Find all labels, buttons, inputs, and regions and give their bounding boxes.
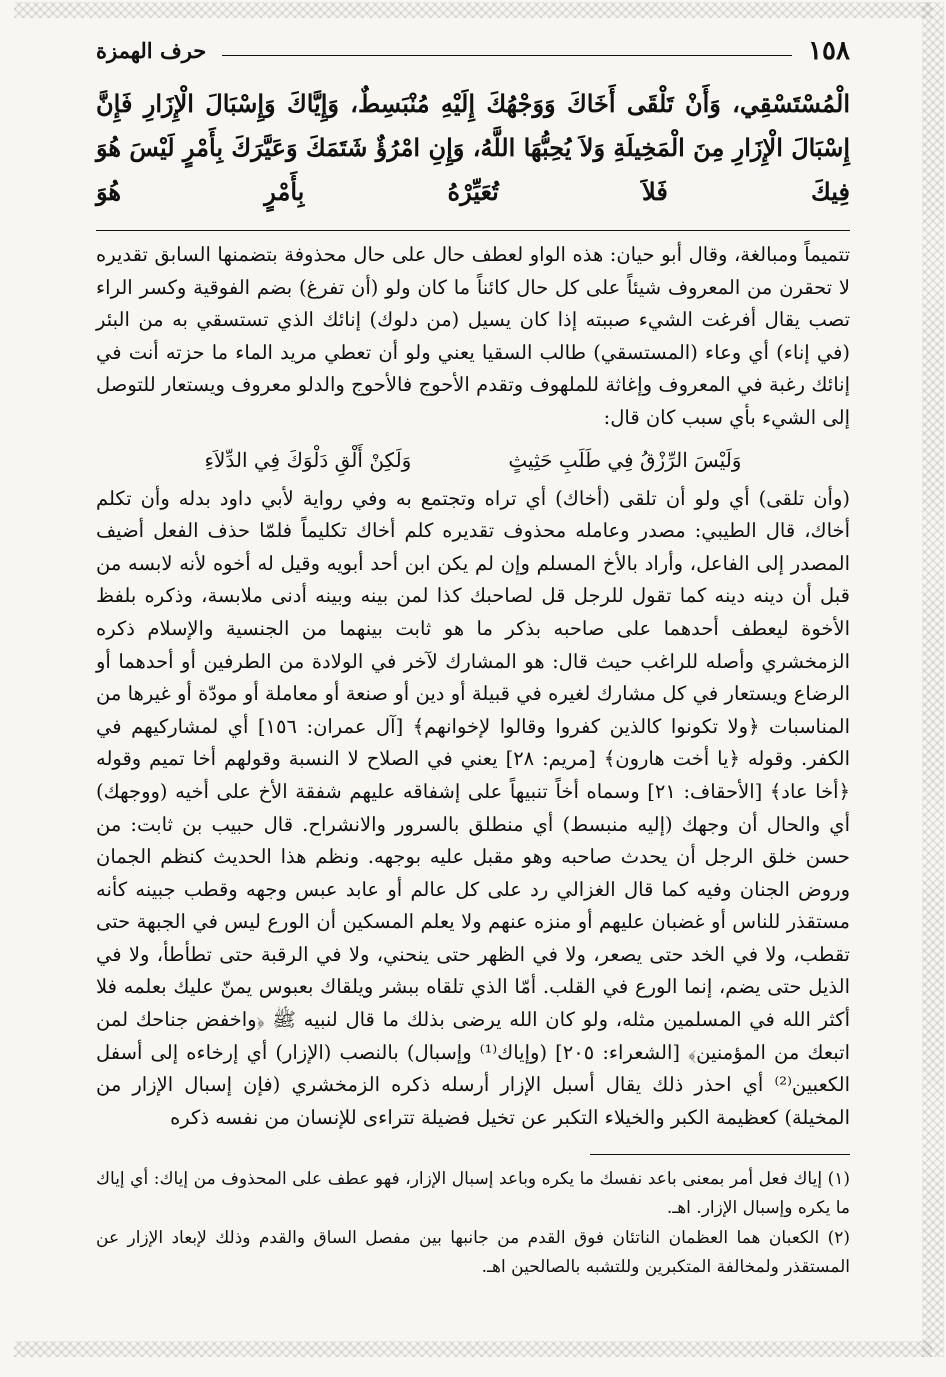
chapter-title: حرف الهمزة — [96, 38, 207, 63]
footnote-divider — [590, 1154, 850, 1155]
hadith-divider — [96, 230, 850, 231]
decorative-border-bottom — [14, 1341, 932, 1357]
page-number: ١٥٨ — [808, 36, 850, 66]
commentary-paragraph-1: تتميماً ومبالغة، وقال أبو حيان: هذه الواو لعطف حال على حال محذوفة بتضمنها السابق تقديره لا تحقرن من المعروف شيئاً على كل حال كائناً ما كان ولو (أن تفرغ) بضم الفوقية وكسر الراء تصب يقال أفرغت الشيء صببته إذا كان يسيل (من دلوك) إنائك الذي تستسقي به من البئر (في إناء) أي وعاء (المستسقي) طالب السقيا يعني ولو أن تعطي مريد الماء ما حزته أنت في إنائك رغبة في المعروف وإغاثة للملهوف وتقدم الأحوج فالأحوج والدلو معروف ويستعار للتوصل إلى الشيء بأي سبب كان قال: — [96, 243, 850, 429]
footnote-1: (١) إياك فعل أمر بمعنى باعد نفسك ما يكره وباعد إسبال الإزار، فهو عطف على المحذوف من إياك: أي إياك ما يكره وإسبال الإزار. اهـ. — [96, 1169, 850, 1218]
page-header — [96, 28, 850, 68]
commentary-paragraph-2: (وأن تلقى) أي ولو أن تلقى (أخاك) أي تراه وتجتمع به وفي رواية لأبي داود بدله وأن تكلم أخاك، قال الطيبي: مصدر وعامله محذوف تقديره كلم أخاك تكليماً فلمّا حذف الفعل أضيف المصدر إلى الفاعل، وأراد بالأخ المسلم وإن لم يكن ابن أحد أبويه وقيل له أخوه لأنه لابسه من قبل أن دينه دينه كما تقول للرجل قل لصاحبك كذا لمن بينه وبينه أدنى ملابسة، وذكره بلفظ الأخوة ليعطف أحدهما على صاحبه بذكر ما هو ثابت بينهما من الجنسية والإسلام ذكره الزمخشري وأصله للراغب حيث قال: هو المشارك لآخر في الولادة من الطرفين أو أحدهما أو الرضاع ويستعار في كل مشارك لغيره في قبيلة أو دين أو صنعة أو معاملة أو مودّة أو غيرها من المناسبات ﴿ولا تكونوا كالذين كفروا وقالوا لإخوانهم﴾ [آل عمران: ١٥٦] أي لمشاركيهم في الكفر. وقوله ﴿يا أخت هارون﴾ [مريم: ٢٨] يعني في الصلاح لا النسبة وقولهم أخا تميم وقوله ﴿أخا عاد﴾ [الأحقاف: ٢١] وسماه أخاً تنبيهاً على إشفاقه عليهم شفقة الأخ على أخيه (ووجهك) أي والحال أن وجهك (إليه منبسط) أي منطلق بالسرور والانشراح. قال حبيب بن ثابت: من حسن خلق الرجل أن يحدث صاحبه وهو مقبل عليه بوجهه. ونظم هذا الحديث كنظم الجمان وروض الجنان وفيه كما قال الغزالي رد على كل عالم أو عابد عبس وجهه وقطب جبينه كأنه مستقذر للناس أو غضبان عليهم أو منزه عنهم ولا يعلم المسكين أن الورع ليس في الجبهة حتى تقطب، ولا في الخد حتى يصعر، ولا في الظهر حتى ينحني، ولا في الرقبة حتى تطأطأ، ولا في الذيل حتى يضم، إنما الورع في القلب. أمّا الذي تلقاه ببشر ويلقاك بعبوس يمنّ عليك بعلمه فلا أكثر الله في المسلمين مثله، ولو كان الله يرضى بذلك ما قال لنبيه ﷺ ﴿واخفض جناحك لمن اتبعك من المؤمنين﴾ [الشعراء: ٢٠٥] (وإياك⁽¹⁾ وإسبال) بالنصب (الإزار) أي إرخاءه إلى أسفل الكعبين⁽²⁾ أي احذر ذلك يقال أسبل الإزار أرسله ذكره الزمخشري (فإن إسبال الإزار من المخيلة) كعظيمة الكبر والخيلاء التكبر عن تخيل فضيلة تتراءى للإنسان من نفسه ذكره — [96, 486, 851, 1129]
decorative-border-top — [14, 2, 932, 18]
footnote-2: (٢) الكعبان هما العظمان الناتئان فوق القدم من جانبها بين مفصل الساق والقدم وذلك لإبعاد الإزار عن المستقذر ولمخالفة المتكبرين وللتشبه بالصالحين اهـ. — [96, 1228, 850, 1277]
verse-second-hemistich: وَلَكِنْ أَلْقِ دَلْوَكَ فِي الدِّلاَءِ — [204, 447, 412, 472]
header-rule — [222, 55, 792, 56]
decorative-border-right — [922, 2, 944, 1357]
commentary — [96, 239, 850, 1134]
book-page — [96, 28, 850, 1283]
poetry-verse — [96, 439, 850, 481]
hadith-text: الْمُسْتَسْقِي، وَأَنْ تَلْقَى أَخَاكَ وَوَجْهُكَ إِلَيْهِ مُنْبَسِطٌ، وَإِيَّاكَ وَإِسْبَالَ الْإِزَارِ فَإِنَّ إِسْبَالَ الْإِزَارِ مِنَ الْمَخِيلَةِ وَلاَ يُحِبُّهَا اللَّهُ، وَإِنِ امْرُؤٌ شَتَمَكَ وَعَيَّرَكَ بِأَمْرٍ لَيْسَ هُوَ فِيكَ فَلاَ تُعَيِّرْهُ بِأَمْرٍ هُوَ — [96, 89, 851, 206]
verse-first-hemistich: وَلَيْسَ الرِّزْقُ فِي طَلَبِ حَثِيثٍ — [508, 447, 742, 472]
footnotes — [96, 1165, 850, 1281]
